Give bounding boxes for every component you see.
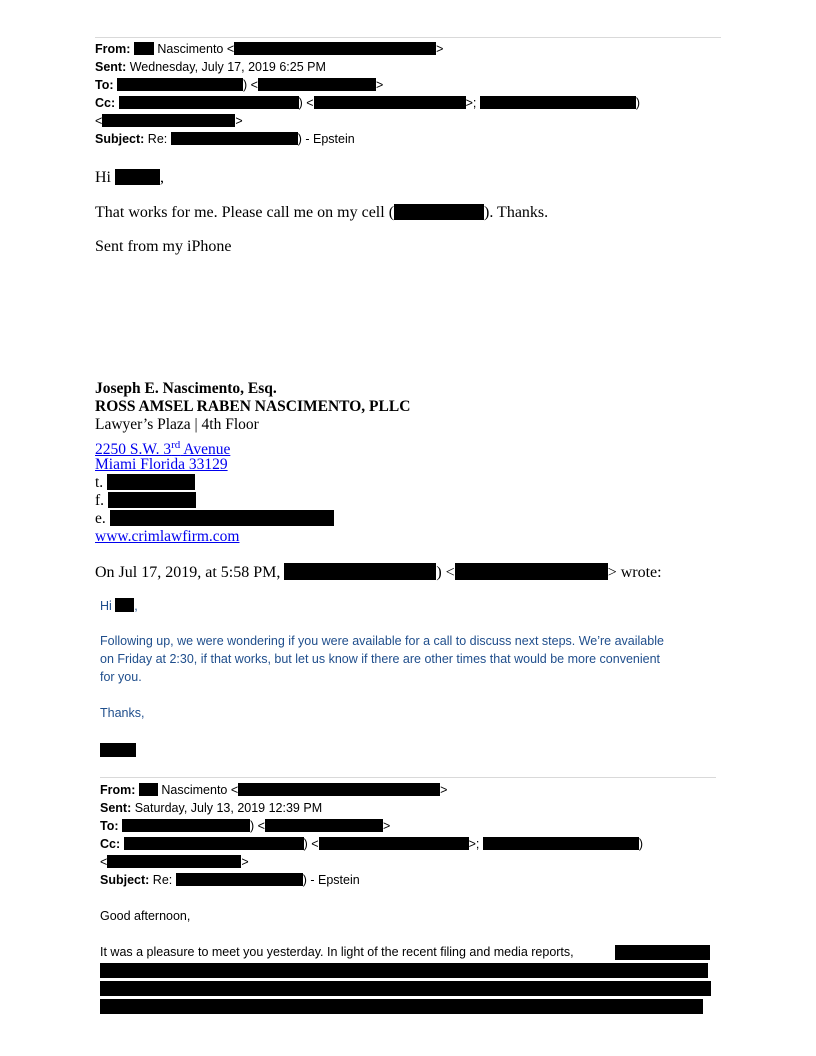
redaction-block: [107, 474, 195, 490]
body-text: That works for me. Please call me on my cell (: [95, 204, 395, 221]
email2-paragraph-line3: for you.: [100, 670, 142, 684]
bracket: >: [375, 78, 384, 92]
redaction-block: [171, 132, 298, 145]
email3-sent-line: [100, 799, 322, 817]
redaction-block: [110, 510, 334, 526]
redaction-block: [394, 204, 484, 220]
redaction-block: [134, 42, 154, 55]
redaction-block: [102, 114, 235, 127]
bracket: <: [100, 855, 108, 869]
phone-label: t.: [95, 474, 104, 491]
sent-value: Wednesday, July 17, 2019 6:25 PM: [126, 60, 326, 74]
city-link[interactable]: Miami Florida 33129: [95, 456, 228, 473]
redaction-block: [480, 96, 636, 109]
signature-firm: ROSS AMSEL RABEN NASCIMENTO, PLLC: [95, 398, 411, 415]
email3-greeting: Good afternoon,: [100, 909, 191, 923]
redaction-block: [115, 598, 134, 612]
email1-sent-from: Sent from my iPhone: [95, 238, 232, 255]
greeting-comma: ,: [160, 169, 164, 186]
redaction-block: [319, 837, 469, 850]
quote-intro-end: > wrote:: [607, 564, 662, 581]
email1-to-line: [95, 76, 383, 94]
email3-cc-line: [100, 835, 643, 853]
bracket: ): [635, 96, 641, 110]
bracket: >: [436, 42, 444, 56]
to-separator: ) <: [250, 819, 265, 833]
bracket: ): [638, 837, 644, 851]
greeting-comma: ,: [134, 599, 138, 613]
redaction-block: [483, 837, 639, 850]
quote-intro: [95, 563, 662, 583]
fax-label: f.: [95, 492, 105, 509]
redaction-block: [139, 783, 158, 796]
redaction-block: [119, 96, 299, 109]
cc-separator: >;: [465, 96, 477, 110]
email3-cc-line2: [100, 853, 249, 871]
email1-sent-line: [95, 58, 326, 76]
subject-prefix: Re:: [144, 132, 171, 146]
signature-website[interactable]: [95, 528, 239, 546]
redaction-block: [238, 783, 440, 796]
email3-from-line: [100, 781, 447, 799]
redaction-block: [117, 78, 243, 91]
signature-fax: [95, 492, 196, 510]
email3-body-redaction-3: [100, 981, 711, 996]
cc-separator: ) <: [298, 96, 314, 110]
email1-greeting: [95, 168, 164, 188]
address-text: 2250 S.W. 3: [95, 441, 172, 459]
email2-signature-redaction: [100, 743, 136, 757]
greeting-text: Hi: [95, 169, 115, 186]
email1-body: [95, 203, 548, 223]
redaction-block: [107, 855, 241, 868]
greeting-text: Hi: [100, 599, 116, 613]
from-label: From:: [95, 42, 131, 56]
redaction-block: [314, 96, 466, 109]
bracket: <: [95, 114, 103, 128]
sent-value: Saturday, July 13, 2019 12:39 PM: [131, 801, 323, 815]
signature-email: [95, 510, 334, 528]
bracket: >: [235, 114, 243, 128]
email2-paragraph-line1: Following up, we were wondering if you were available for a call to discuss next steps. We’re available: [100, 634, 664, 648]
body-text-end: ). Thanks.: [484, 204, 549, 221]
sent-label: Sent:: [100, 801, 132, 815]
to-separator: ) <: [243, 78, 258, 92]
quote-intro-separator: ) <: [436, 564, 455, 581]
redaction-block: [455, 563, 608, 580]
email3-body-redaction-4: [100, 999, 703, 1014]
cc-label: Cc:: [100, 837, 121, 851]
address-superscript: rd: [171, 439, 181, 451]
email1-from-line: [95, 40, 443, 58]
redaction-block: [265, 819, 383, 832]
bracket: >: [382, 819, 391, 833]
email1-cc-line: [95, 94, 640, 112]
subject-suffix: ) - Epstein: [297, 132, 355, 146]
address-text-end: Avenue: [180, 441, 231, 459]
bracket: >: [440, 783, 448, 797]
header-divider-top: [95, 37, 721, 38]
redaction-block: [115, 169, 160, 185]
to-label: To:: [95, 78, 114, 92]
redaction-block: [234, 42, 436, 55]
bracket: >: [241, 855, 249, 869]
subject-prefix: Re:: [149, 873, 176, 887]
to-label: To:: [100, 819, 119, 833]
signature-name: Joseph E. Nascimento, Esq.: [95, 380, 277, 397]
subject-suffix: ) - Epstein: [302, 873, 360, 887]
signature-building: Lawyer’s Plaza | 4th Floor: [95, 416, 259, 433]
redaction-block: [124, 837, 304, 850]
email3-subject-line: [100, 871, 360, 889]
redaction-block: [122, 819, 250, 832]
email-label: e.: [95, 510, 106, 527]
email3-body-redaction-2: [100, 963, 708, 978]
quote-intro-text: On Jul 17, 2019, at 5:58 PM,: [95, 564, 281, 581]
email3-body-line1: [100, 943, 574, 961]
redaction-block: [176, 873, 303, 886]
body-text: It was a pleasure to meet you yesterday. In light of the recent filing and media reports,: [100, 945, 574, 959]
cc-separator: >;: [468, 837, 480, 851]
subject-label: Subject:: [100, 873, 150, 887]
signature-city-link[interactable]: [95, 456, 228, 474]
cc-separator: ) <: [303, 837, 319, 851]
email2-thanks: Thanks,: [100, 706, 145, 720]
header-divider-bottom: [100, 777, 716, 778]
email1-subject-line: [95, 130, 355, 148]
redaction-block: [284, 563, 436, 580]
email1-cc-line2: [95, 112, 243, 130]
email2-greeting: [100, 597, 138, 615]
from-name: Nascimento <: [157, 783, 239, 797]
website-link[interactable]: www.crimlawfirm.com: [95, 528, 240, 545]
email3-to-line: [100, 817, 390, 835]
subject-label: Subject:: [95, 132, 145, 146]
email3-body-redaction-1: [615, 945, 710, 960]
from-name: Nascimento <: [153, 42, 235, 56]
sent-label: Sent:: [95, 60, 127, 74]
email2-paragraph-line2: on Friday at 2:30, if that works, but let us know if there are other times that would be more convenient: [100, 652, 661, 666]
redaction-block: [258, 78, 376, 91]
redaction-block: [108, 492, 196, 508]
from-label: From:: [100, 783, 136, 797]
cc-label: Cc:: [95, 96, 116, 110]
signature-phone: [95, 474, 195, 492]
